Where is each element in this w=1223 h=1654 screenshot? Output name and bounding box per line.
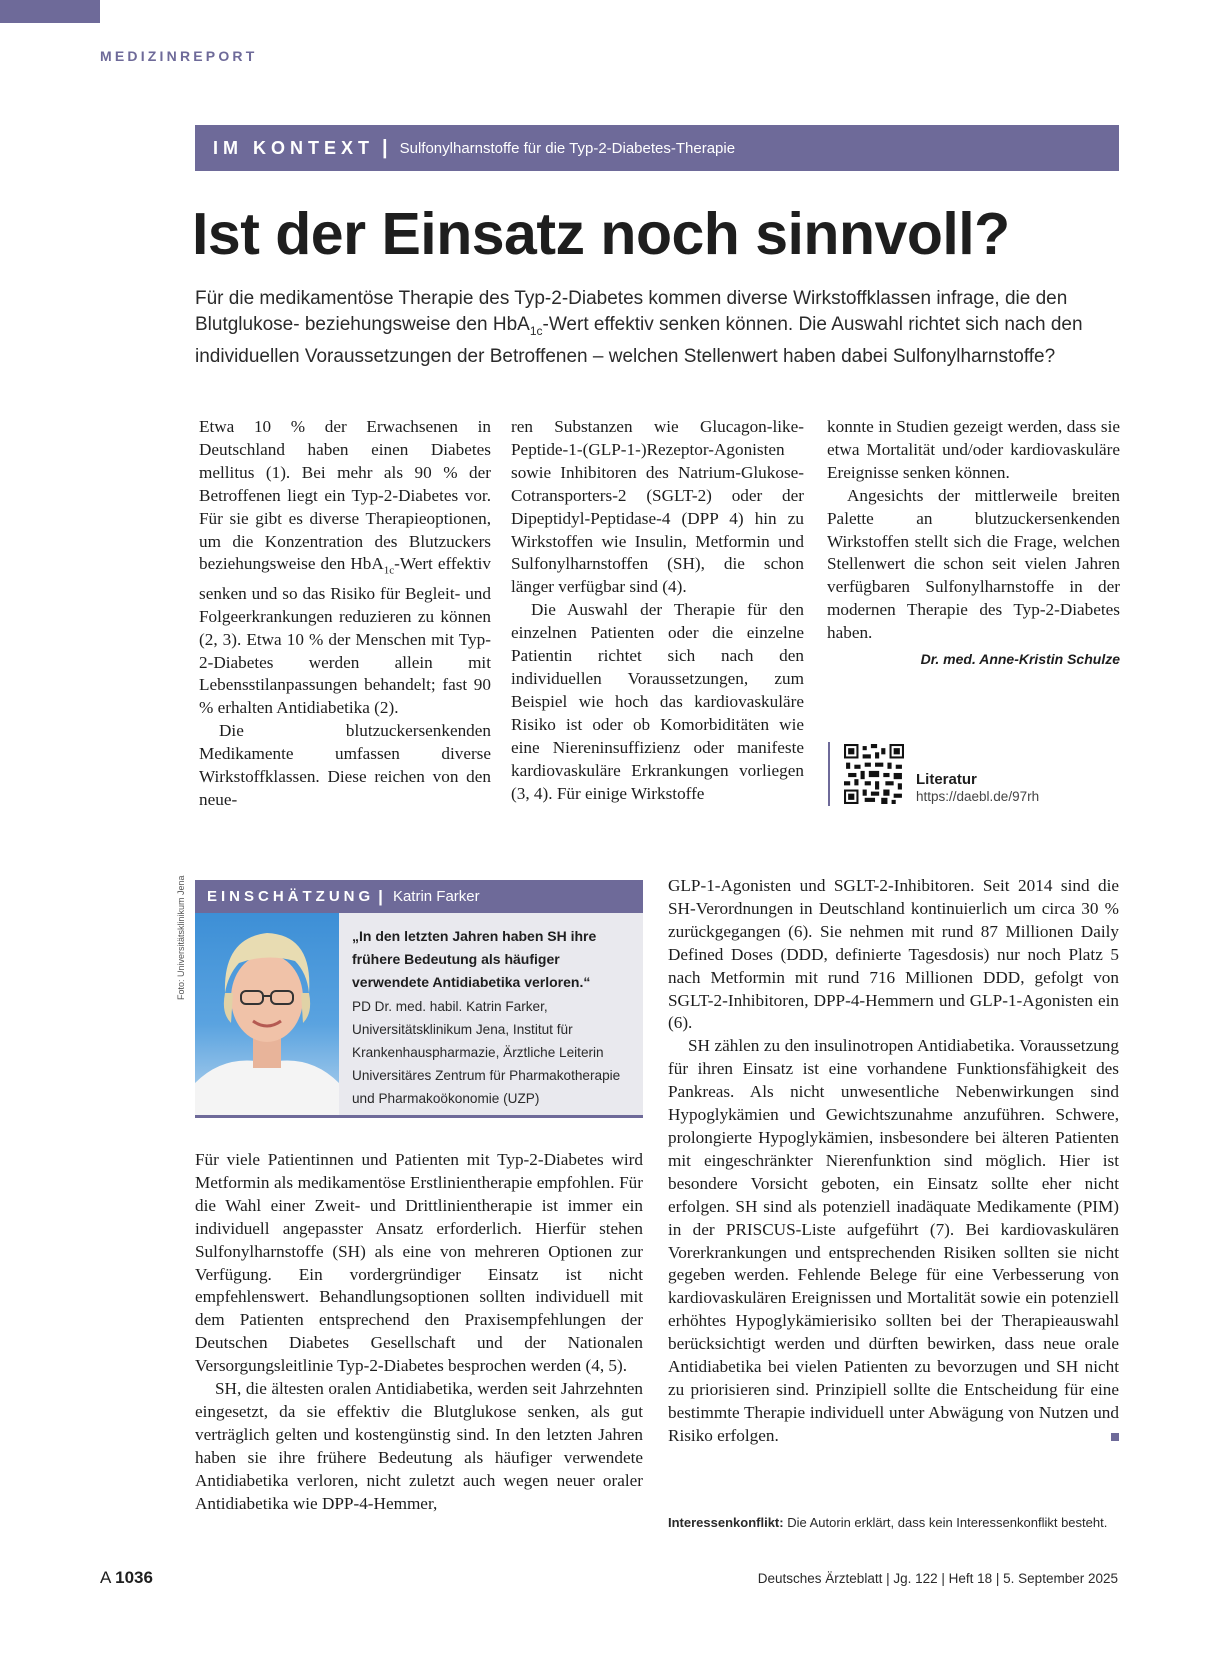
context-subtitle: Sulfonylharnstoffe für die Typ-2-Diabetes-Therapie (399, 139, 736, 157)
portrait-illustration (195, 913, 339, 1115)
intro-text: Etwa 10 % der Erwachsenen in Deutschland haben einen Diabetes mellitus (1). Bei mehr als 90 % der Betroffenen liegt ein Typ-2-Diabetes vor. Für sie gibt es diverse Therapieoptionen, um die Konzentration des Blutzuckers beziehungsweise den HbA (199, 417, 491, 574)
article-headline: Ist der Einsatz noch sinnvoll? (192, 201, 1010, 267)
conflict-of-interest (668, 1515, 1107, 1530)
intro-author: Dr. med. Anne-Kristin Schulze (920, 651, 1120, 668)
intro-paragraph: Die Auswahl der Therapie für den einzelnen Patienten oder die einzelne Patientin richtet sich nach den individuellen Voraussetzungen, zum Beispiel wie hoch das kardiovaskuläre Risiko ist oder ob Komorbiditäten wie eine Niereninsuffizienz oder manifeste kardiovaskuläre Erkrankungen vorliegen (3, 4). Für einige Wirkstoffe (511, 600, 804, 803)
intro-paragraph: Angesichts der mittlerweile breiten Palette an blutzuckersenkenden Wirkstoffen stellt sich die Frage, welchen Stellenwert die schon seit vielen Jahren verfügbaren Sulfonylharnstoffe in der modernen Therapie des Typ-2-Diabetes haben. (827, 485, 1120, 643)
journal-info: Deutsches Ärzteblatt | Jg. 122 | Heft 18 | 5. September 2025 (757, 1571, 1118, 1586)
intro-paragraph (199, 416, 491, 720)
literature-box[interactable] (828, 740, 1118, 808)
body-paragraph: SH, die ältesten oralen Antidiabetika, werden seit Jahrzehnten eingesetzt, da sie effektiv die Blutglukose senken, als gut verträglich gelten und kostengünstig sind. In den letzten Jahren haben sie ihre frühere Bedeutung als häufiger verwendete Antidiabetika verloren, nicht zuletzt auch wegen neuer oraler Antidiabetika wie DPP-4-Hemmer, (195, 1379, 643, 1513)
intro-subscript: 1c (383, 564, 395, 577)
body-paragraph: GLP-1-Agonisten und SGLT-2-Inhibitoren. Seit 2014 sind die SH-Verordnungen in Deutschland kontinuierlich um circa 30 % zurückgegangen (6). Sie nehmen mit rund 87 Millionen Daily Defined Doses (DDD, definierte Tagesdosis) nur noch Platz 5 nach Metformin mit rund 716 Millionen DDD, gefolgt von SGLT-2-Inhibitoren, DPP-4-Hemmern und GLP-1-Agonisten ein (6). (668, 876, 1119, 1033)
article-lead (195, 286, 1130, 369)
intro-text: -Wert effektiv senken und so das Risiko für Begleit- und Folgeerkrankungen reduzieren zu können (2, 3). Etwa 10 % der Menschen mit Typ-2-Diabetes werden allein mit Lebensstilanpassungen behandelt; fast 90 % erhalten Antidiabetika (2). (199, 554, 491, 718)
corner-accent-bar (0, 0, 100, 23)
context-keyword: IM KONTEXT (213, 137, 374, 158)
section-label: MEDIZINREPORT (100, 48, 258, 64)
context-separator: | (382, 136, 388, 159)
page-number-value: 1036 (115, 1568, 153, 1587)
conflict-label: Interessenkonflikt: (668, 1515, 784, 1530)
lead-text-1: Für die medikamentöse Therapie des Typ-2-Diabetes kommen diverse Wirkstoffklassen infrage, die den Blutglukose- beziehungsweise den HbA (195, 288, 1068, 335)
body-paragraph: Für viele Patientinnen und Patienten mit Typ-2-Diabetes wird Metformin als medikamentöse Erstlinientherapie empfohlen. Für die Wahl einer Zweit- und Drittlinientherapie ist immer ein individuell angepasster Ansatz erforderlich. Hierfür stehen Sulfonylharnstoffe (SH) als eine von mehreren Optionen zur Verfügung. Ein vordergründiger Einsatz ist nicht empfehlenswert. Behandlungsoptionen sollten individuell mit dem Patienten entsprechend den Praxisempfehlungen der Deutschen Diabetes Gesellschaft und der Nationalen Versorgungsleitlinie Typ-2-Diabetes besprochen werden (4, 5). (195, 1150, 643, 1376)
body-paragraph (668, 1035, 1119, 1447)
literature-text (916, 771, 1039, 804)
assessment-keyword: EINSCHÄTZUNG (207, 888, 375, 905)
intro-column-2 (511, 416, 804, 805)
lead-text-2: -Wert effektiv senken können. Die Auswahl richtet sich nach den individuellen Voraussetzungen der Betroffenen – welchen Stellenwert haben dabei Sulfonylharnstoffe? (195, 313, 1083, 367)
qr-code-icon[interactable] (844, 744, 904, 804)
assessment-box (195, 913, 643, 1118)
photo-credit: Foto: Universitätsklinikum Jena (176, 875, 186, 1000)
body-column-1 (195, 1149, 643, 1516)
assessment-affiliation: PD Dr. med. habil. Katrin Farker, Universitätsklinikum Jena, Institut für Krankenhauspharmazie, Ärztliche Leiterin Universitäres Zentrum für Pharmakotherapie und Pharmakoökonomie (UZP) (352, 999, 621, 1106)
page-prefix: A (100, 1568, 111, 1587)
body-column-2 (668, 875, 1119, 1448)
body-text: SH zählen zu den insulinotropen Antidiabetika. Voraussetzung für ihren Einsatz ist eine vorhandene Funktionsfähigkeit des Pankreas. Als nicht unwesentliche Nebenwirkungen sind Hypoglykämien und Gewichtszunahme anzuführen. Schwere, prolongierte Hypoglykämien, insbesondere bei älteren Patienten mit eingeschränkter Nierenfunktion sind möglich. Hier ist besondere Vorsicht geboten, ein Einsatz sollte eher nicht erfolgen. SH sind als potenziell inadäquate Medikamente (PIM) in der PRISCUS-Liste aufgeführt (7). Bei kardiovaskulären Vorerkrankungen und entsprechenden Risiken sollten sie nicht gegeben werden. Fehlende Belege für eine Verbesserung von kardiovaskulären Ereignissen und Mortalität sowie ein potenziell erhöhtes Hypoglykämierisiko sollten bei der Therapieauswahl berücksichtigt werden und dürften bewirken, dass neue orale Antidiabetika bei vielen Patienten zu bevorzugen und SH nicht zu priorisieren sind. Prinzipiell sollte die Entscheidung für eine bestimmte Therapie individuell unter Abwägung von Nutzen und Risiko erfolgen. (668, 1036, 1119, 1445)
end-mark-icon (1111, 1433, 1119, 1441)
context-band (195, 125, 1119, 171)
assessment-band (195, 880, 643, 913)
author-portrait (195, 913, 339, 1115)
conflict-text: Die Autorin erklärt, dass kein Interessenkonflikt besteht. (787, 1515, 1108, 1530)
intro-column-3 (827, 416, 1120, 671)
lead-subscript: 1c (529, 323, 543, 338)
intro-paragraph: ren Substanzen wie Glucagon-like-Peptide-1-(GLP-1-)Rezeptor-Agonisten sowie Inhibitoren des Natrium-Glukose-Cotransporters-2 (SGLT-2) oder der Dipeptidyl-Peptidase-4 (DPP 4) hin zu Wirkstoffen wie Insulin, Metformin und Sulfonylharnstoffen (SH), die schon länger verfügbar sind (4). (511, 417, 804, 597)
literature-rule (828, 742, 830, 806)
assessment-quote: „In den letzten Jahren haben SH ihre frühere Bedeutung als häufiger verwendete Antidiabetika verloren.“ (352, 928, 597, 990)
intro-paragraph: konnte in Studien gezeigt werden, dass sie etwa Mortalität und/oder kardiovaskuläre Ereignisse senken können. (827, 417, 1120, 482)
intro-paragraph: Die blutzuckersenkenden Medikamente umfassen diverse Wirkstoffklassen. Diese reichen von den neue- (199, 721, 491, 809)
intro-column-1 (199, 416, 491, 812)
assessment-name: Katrin Farker (392, 888, 480, 905)
literature-title: Literatur (916, 770, 977, 788)
assessment-separator: | (378, 886, 383, 906)
literature-link[interactable]: https://daebl.de/97rh (916, 788, 1040, 804)
page-number (100, 1568, 153, 1588)
